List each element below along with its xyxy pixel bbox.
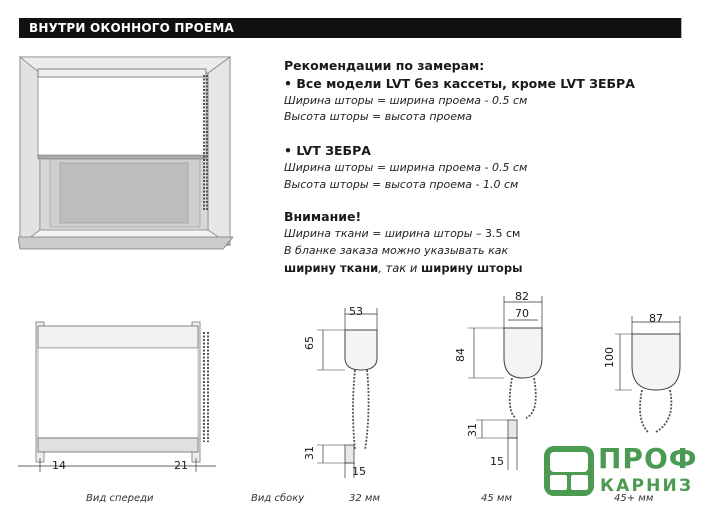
attention-formula-value: – 3.5 см: [475, 227, 521, 240]
attention-formula: Ширина ткани = ширина шторы: [284, 227, 476, 240]
blind-width-text: ширину шторы: [421, 261, 523, 275]
profile-32-width: 53: [349, 305, 363, 318]
profile-45-outer-width: 82: [515, 290, 529, 303]
attention-line-2: В бланке заказа можно указывать как: [284, 244, 509, 257]
group1-height-formula: Высота шторы = высота проема: [284, 110, 473, 123]
connector-text: , так и: [378, 261, 422, 275]
attention-line-1: [284, 227, 520, 240]
front-view-caption: Вид спереди: [86, 493, 154, 504]
profile-45-bottom-width: 15: [490, 455, 504, 468]
attention-title: Внимание!: [284, 209, 362, 224]
fabric-width-text: ширину ткани: [284, 261, 379, 275]
profile-32-height: 65: [303, 336, 316, 350]
profile-32-caption: 32 мм: [349, 493, 380, 504]
group1-title: • Все модели LVT без кассеты, кроме LVT ЗЕБРА: [284, 76, 635, 91]
logo-icon: [543, 445, 595, 497]
profile-45plus-width: 87: [649, 312, 663, 325]
profile-45-inner-width: 70: [515, 307, 529, 320]
group2-height-formula: Высота шторы = высота проема - 1.0 см: [284, 178, 519, 191]
front-view-drawing: [18, 318, 218, 476]
profile-45-height: 84: [454, 348, 467, 362]
attention-line-3: [284, 261, 522, 275]
profile-45plus-height: 100: [603, 347, 616, 368]
section-title: ВНУТРИ ОКОННОГО ПРОЕМА: [29, 21, 235, 35]
logo-line-1: ПРОФ: [598, 442, 698, 475]
profile-32-bottom-height: 31: [303, 446, 316, 460]
profile-32-bottom-width: 15: [352, 465, 366, 478]
profile-45-bottom-height: 31: [466, 423, 479, 437]
recommendations-title: Рекомендации по замерам:: [284, 58, 485, 73]
group2-title: • LVT ЗЕБРА: [284, 143, 371, 158]
group2-width-formula: Ширина шторы = ширина проема - 0.5 см: [284, 161, 528, 174]
header-divider: [681, 18, 682, 38]
window-illustration: [18, 55, 233, 255]
logo-line-2: КАРНИЗ: [600, 476, 694, 496]
profile-45-caption: 45 мм: [481, 493, 512, 504]
front-right-dimension: 21: [174, 459, 188, 472]
group1-width-formula: Ширина шторы = ширина проема - 0.5 см: [284, 94, 528, 107]
side-view-caption: Вид сбоку: [251, 493, 305, 504]
front-left-dimension: 14: [52, 459, 66, 472]
profile-45plus-drawing: [612, 310, 692, 450]
section-header: [19, 18, 681, 38]
profile-45plus-caption: 45+ мм: [614, 493, 654, 504]
